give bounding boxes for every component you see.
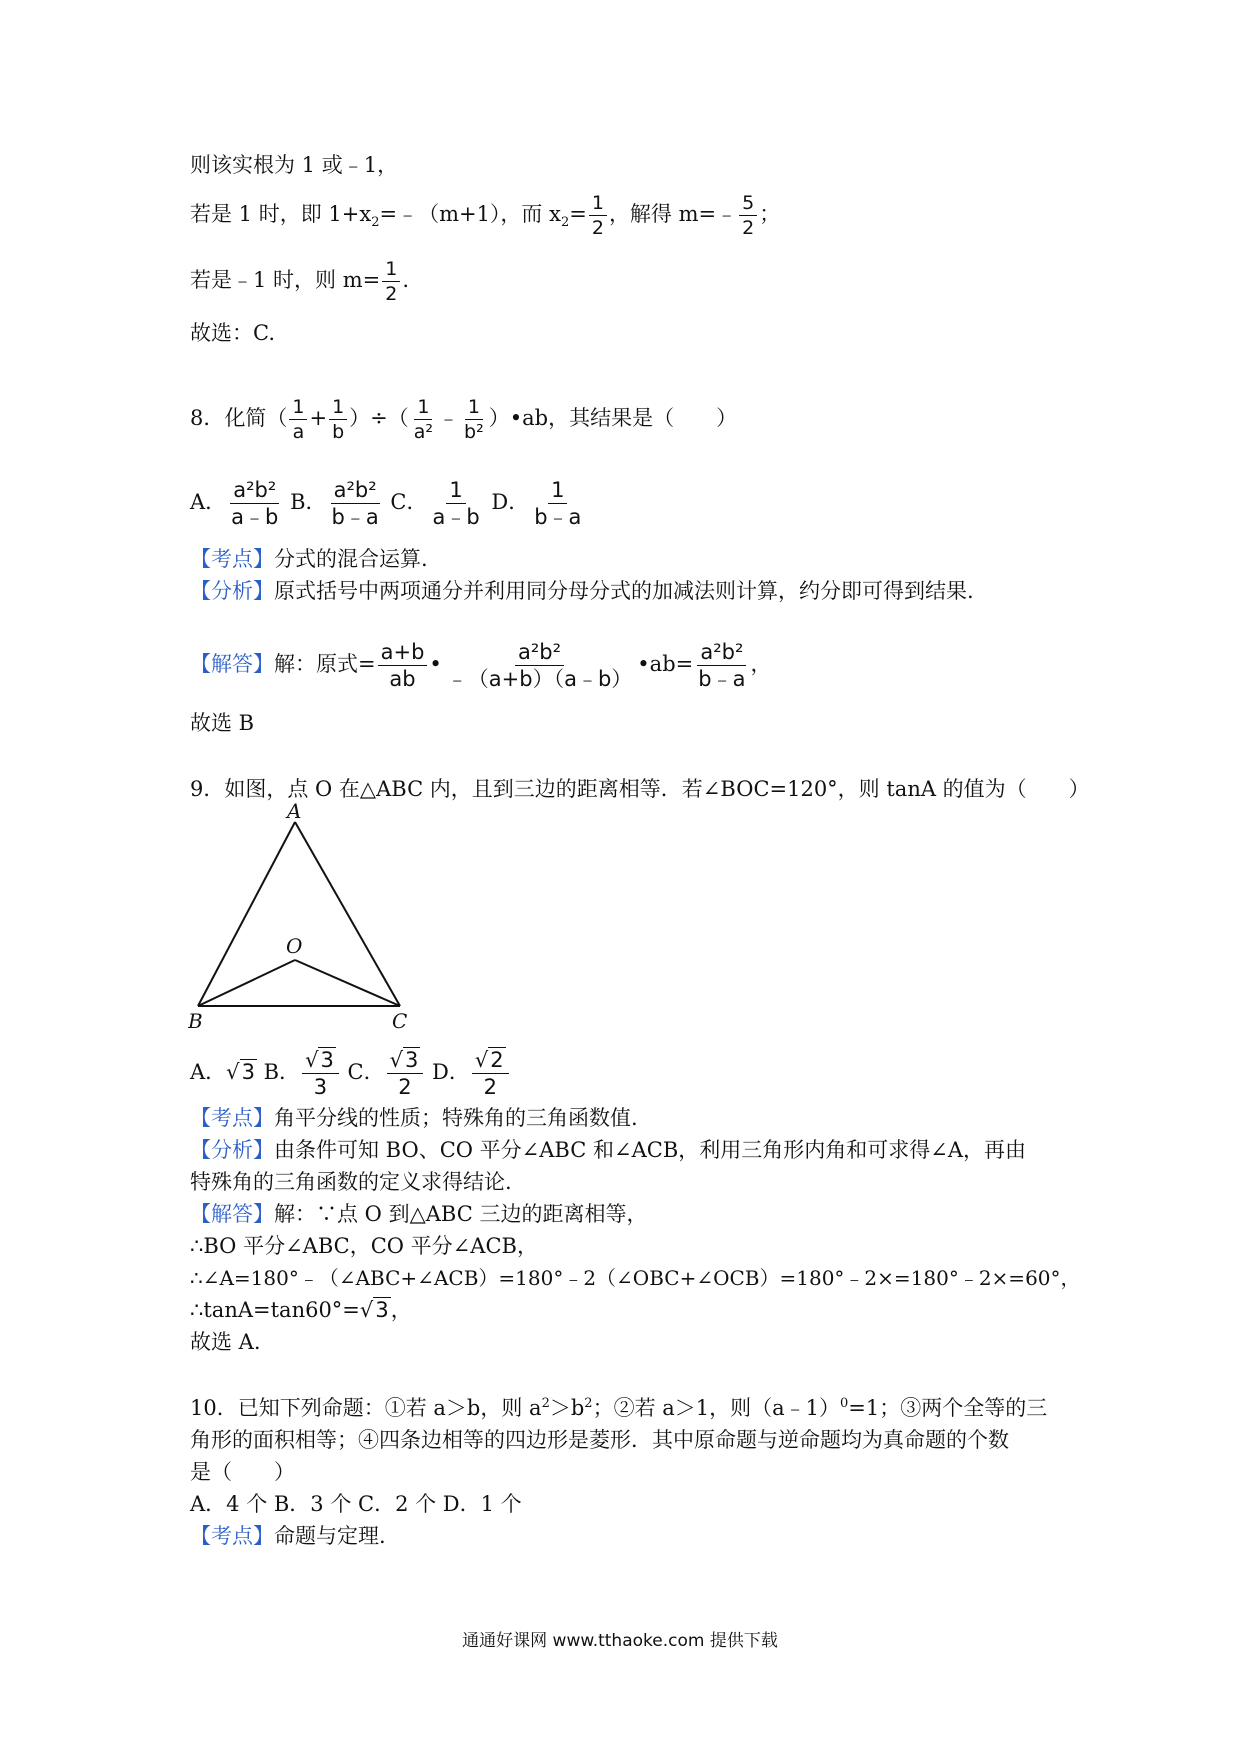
option-label: B．: [290, 490, 327, 514]
text-line: [190, 1295, 412, 1325]
segment-bo: [198, 960, 295, 1006]
label-b: B: [188, 1009, 203, 1030]
fenxi-line: [190, 576, 974, 606]
page-footer: 通通好课网 www.tthaoke.com 提供下载: [462, 1631, 778, 1651]
text-line: 是（ ）: [190, 1460, 295, 1484]
side-ac: [295, 822, 400, 1006]
superscript: 2: [584, 1396, 593, 1411]
fraction: $\frac{√3}{2}$: [387, 1048, 424, 1099]
fraction: $\frac{a+b}{ab}$: [378, 640, 428, 691]
kaodian-line: [190, 1521, 386, 1551]
text: ﹣: [438, 406, 460, 430]
text: +: [309, 406, 328, 430]
text-line: [190, 258, 409, 305]
text: ；②若 a＞1，则（a﹣1）: [592, 1396, 841, 1420]
fraction: $\frac{1}{\text{b²}}$: [464, 396, 484, 443]
text: 由条件可知 BO、CO 平分∠ABC 和∠ACB，利用三角形内角和可求得∠A，再由: [274, 1138, 1027, 1162]
text-line: 则该实根为 1 或﹣1，: [190, 153, 399, 177]
triangle-figure: [188, 800, 428, 1030]
tag-fenxi: 【分析】: [190, 1138, 274, 1162]
question-10-options: A．4 个 B．3 个 C．2 个 D．1 个: [190, 1492, 522, 1516]
text: ，: [390, 1298, 412, 1322]
text: .: [402, 268, 410, 292]
tag-kaodian: 【考点】: [190, 547, 274, 571]
text: ，解得 m=﹣: [608, 202, 738, 226]
jieda-line: [190, 1199, 647, 1229]
text: ∴tanA=tan60°=: [190, 1298, 360, 1322]
fraction: $\frac{\text{a²b²}}{b﹣a}$: [698, 640, 746, 691]
sqrt: √3: [359, 1298, 389, 1322]
option-label: D．: [432, 1060, 470, 1084]
text-line: [190, 192, 780, 239]
text: 角平分线的性质；特殊角的三角函数值.: [274, 1106, 638, 1130]
fraction: $\frac{√2}{2}$: [472, 1048, 509, 1099]
fraction: $\frac{1}{b}$: [329, 396, 347, 443]
fraction: $\frac{5}{2}$: [739, 192, 757, 239]
side-ab: [198, 822, 295, 1006]
text: =: [569, 202, 587, 226]
option-label: C．: [390, 490, 428, 514]
segment-co: [295, 960, 400, 1006]
text: 若是 1 时，即 1+x: [190, 202, 372, 226]
option-label: A．: [190, 490, 227, 514]
text: =﹣（m+1），而 x: [379, 202, 561, 226]
sqrt: √3: [226, 1060, 255, 1084]
text-line: ∴BO 平分∠ABC，CO 平分∠ACB，: [190, 1234, 538, 1258]
text: ）÷（: [349, 406, 409, 430]
text-line: 故选 B: [190, 711, 255, 735]
text-line: ∴∠A=180°﹣（∠ABC+∠ACB）=180°﹣2（∠OBC+∠OCB）=180°﹣2×=180°﹣2×=60°，: [190, 1266, 1081, 1290]
jieda-line: [190, 640, 771, 691]
label-c: C: [392, 1009, 408, 1030]
text: 分式的混合运算.: [274, 547, 428, 571]
text: •ab=: [637, 652, 694, 676]
text: ；: [759, 202, 781, 226]
text-line: 角形的面积相等；④四条边相等的四边形是菱形．其中原命题与逆命题均为真命题的个数: [190, 1428, 1009, 1452]
kaodian-line: [190, 1103, 638, 1133]
fraction: $\frac{1}{b﹣a}$: [534, 478, 582, 529]
label-a: A: [287, 800, 302, 823]
fraction: $\frac{\text{a²b²}}{b﹣a}$: [331, 478, 379, 529]
text-line: 故选 A.: [190, 1330, 261, 1354]
fraction: $\frac{\text{a²b²}}{﹣(a+b)(a﹣b)}$: [446, 640, 633, 691]
option-label: D．: [491, 490, 530, 514]
text: =1；③两个全等的三: [848, 1396, 1048, 1420]
text: 若是﹣1 时，则 m=: [190, 268, 381, 292]
text-line: 故选：C.: [190, 321, 275, 345]
option-label: C．: [347, 1060, 385, 1084]
tag-fenxi: 【分析】: [190, 579, 274, 603]
text: ＞b: [549, 1396, 585, 1420]
fraction: $\frac{\text{a²b²}}{a﹣b}$: [231, 478, 279, 529]
text: 10．已知下列命题：①若 a＞b，则 a: [190, 1396, 542, 1420]
fraction: $\frac{1}{a﹣b}$: [432, 478, 480, 529]
option-label: A．: [190, 1060, 227, 1084]
fraction: $\frac{1}{2}$: [589, 192, 607, 239]
question-8-stem: [190, 396, 737, 443]
label-o: O: [286, 934, 303, 958]
tag-kaodian: 【考点】: [190, 1524, 274, 1548]
tag-jieda: 【解答】: [190, 1202, 274, 1226]
fenxi-line: [190, 1135, 1026, 1165]
text: •: [429, 652, 442, 676]
subscript: 2: [371, 215, 380, 231]
question-8-options: [190, 478, 586, 529]
question-10-stem: [190, 1393, 1047, 1423]
text: 8．化简（: [190, 406, 288, 430]
tag-jieda: 【解答】: [190, 652, 274, 676]
text: 解：原式=: [274, 652, 376, 676]
fraction: $\frac{√3}{3}$: [302, 1048, 339, 1099]
superscript: 0: [840, 1396, 849, 1411]
text: ，: [750, 652, 772, 676]
text: 解：∵点 O 到△ABC 三边的距离相等，: [274, 1202, 648, 1226]
tag-kaodian: 【考点】: [190, 1106, 274, 1130]
subscript: 2: [560, 215, 570, 231]
text: 原式括号中两项通分并利用同分母分式的加减法则计算，约分即可得到结果.: [274, 579, 974, 603]
fraction: $\frac{1}{a}$: [289, 396, 307, 443]
question-9-options: [190, 1048, 511, 1099]
fraction: $\frac{1}{\text{a²}}$: [413, 396, 434, 443]
text: ）•ab，其结果是（ ）: [488, 406, 738, 430]
text-line: 特殊角的三角函数的定义求得结论.: [190, 1170, 512, 1194]
question-9-stem: 9．如图，点 O 在△ABC 内，且到三边的距离相等．若∠BOC=120°，则 tanA 的值为（ ）: [190, 777, 1090, 801]
text: 命题与定理.: [274, 1524, 386, 1548]
kaodian-line: [190, 544, 428, 574]
fraction: $\frac{1}{2}$: [382, 258, 400, 305]
option-label: B．: [263, 1060, 301, 1084]
superscript: 2: [541, 1396, 550, 1411]
